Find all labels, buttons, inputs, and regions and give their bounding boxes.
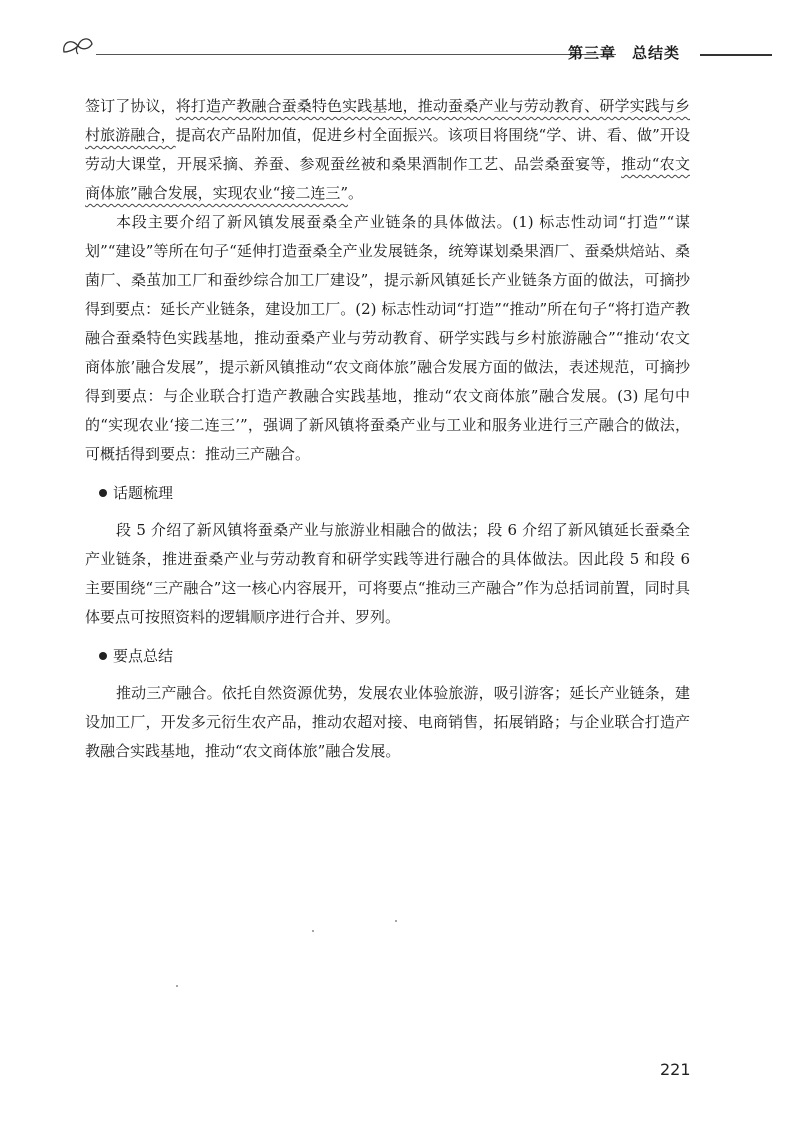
paragraph-1 bbox=[85, 92, 690, 208]
paragraph-4: 推动三产融合。依托自然资源优势，发展农业体验旅游，吸引游客；延长产业链条，建设加工厂，开发多元衍生农产品，推动农超对接、电商销售，拓展销路；与企业联合打造产教融合实践基地，推动“农文商体旅”融合发展。 bbox=[85, 684, 690, 760]
bullet-icon bbox=[99, 652, 107, 660]
paragraph-3: 段 5 介绍了新风镇将蚕桑产业与旅游业相融合的做法；段 6 介绍了新风镇延长蚕桑全产业链条，推进蚕桑产业与劳动教育和研学实践等进行融合的具体做法。因此段 5 和段 6 主要围绕“三产融合”这一核心内容展开，可将要点“推动三产融合”作为总括词前置，同时具体要点可按照资料的逻辑顺序进行合并、罗列。 bbox=[85, 521, 690, 626]
p1-underlined-d: 推动“农文商体旅”融合发展，实现农业“接二连三” bbox=[85, 155, 690, 202]
leaf-logo-icon bbox=[60, 32, 120, 66]
scan-speck bbox=[395, 920, 397, 922]
chapter-title: 第三章 总结类 bbox=[568, 44, 681, 62]
p1-text-a: 签订了协议， bbox=[85, 97, 176, 115]
p1-underlined-b: 将打造产教融合蚕桑特色实践基地，推动蚕桑产业与劳动教育、研学实践与乡村旅游融合， bbox=[85, 97, 690, 144]
header-rule-right bbox=[700, 54, 772, 56]
bullet-icon bbox=[99, 489, 107, 497]
p1-text-c: 提高农产品附加值，促进乡村全面振兴。该项目将围绕“学、讲、看、做”开设劳动大课堂，开展采摘、养蚕、参观蚕丝被和桑果酒制作工艺、品尝桑蚕宴等， bbox=[85, 126, 690, 173]
page-number: 221 bbox=[660, 1060, 691, 1079]
section-heading-label: 要点总结 bbox=[113, 647, 174, 665]
page-body bbox=[85, 92, 690, 766]
scan-speck bbox=[176, 985, 178, 987]
scan-speck bbox=[312, 930, 314, 932]
p1-text-e: 。 bbox=[348, 184, 364, 202]
section-heading-label: 话题梳理 bbox=[113, 484, 174, 502]
header-rule-left bbox=[96, 54, 616, 55]
page-header bbox=[60, 32, 772, 66]
section-heading-topic bbox=[99, 479, 690, 508]
section-heading-summary bbox=[99, 642, 690, 671]
paragraph-2: 本段主要介绍了新风镇发展蚕桑全产业链条的具体做法。(1) 标志性动词“打造”“谋划”“建设”等所在句子“延伸打造蚕桑全产业发展链条，统筹谋划桑果酒厂、蚕桑烘焙站、桑菌厂、桑茧加工厂和蚕纱综合加工厂建设”，提示新风镇延长产业链条方面的做法，可摘抄得到要点：延长产业链条，建设加工厂。(2) 标志性动词“打造”“推动”所在句子“将打造产教融合蚕桑特色实践基地，推动蚕桑产业与劳动教育、研学实践与乡村旅游融合”“推动‘农文商体旅’融合发展”，提示新风镇推动“农文商体旅”融合发展方面的做法，表述规范，可摘抄得到要点：与企业联合打造产教融合实践基地，推动“农文商体旅”融合发展。(3) 尾句中的“实现农业‘接二连三’”，强调了新风镇将蚕桑产业与工业和服务业进行三产融合的做法，可概括得到要点：推动三产融合。 bbox=[85, 213, 690, 463]
